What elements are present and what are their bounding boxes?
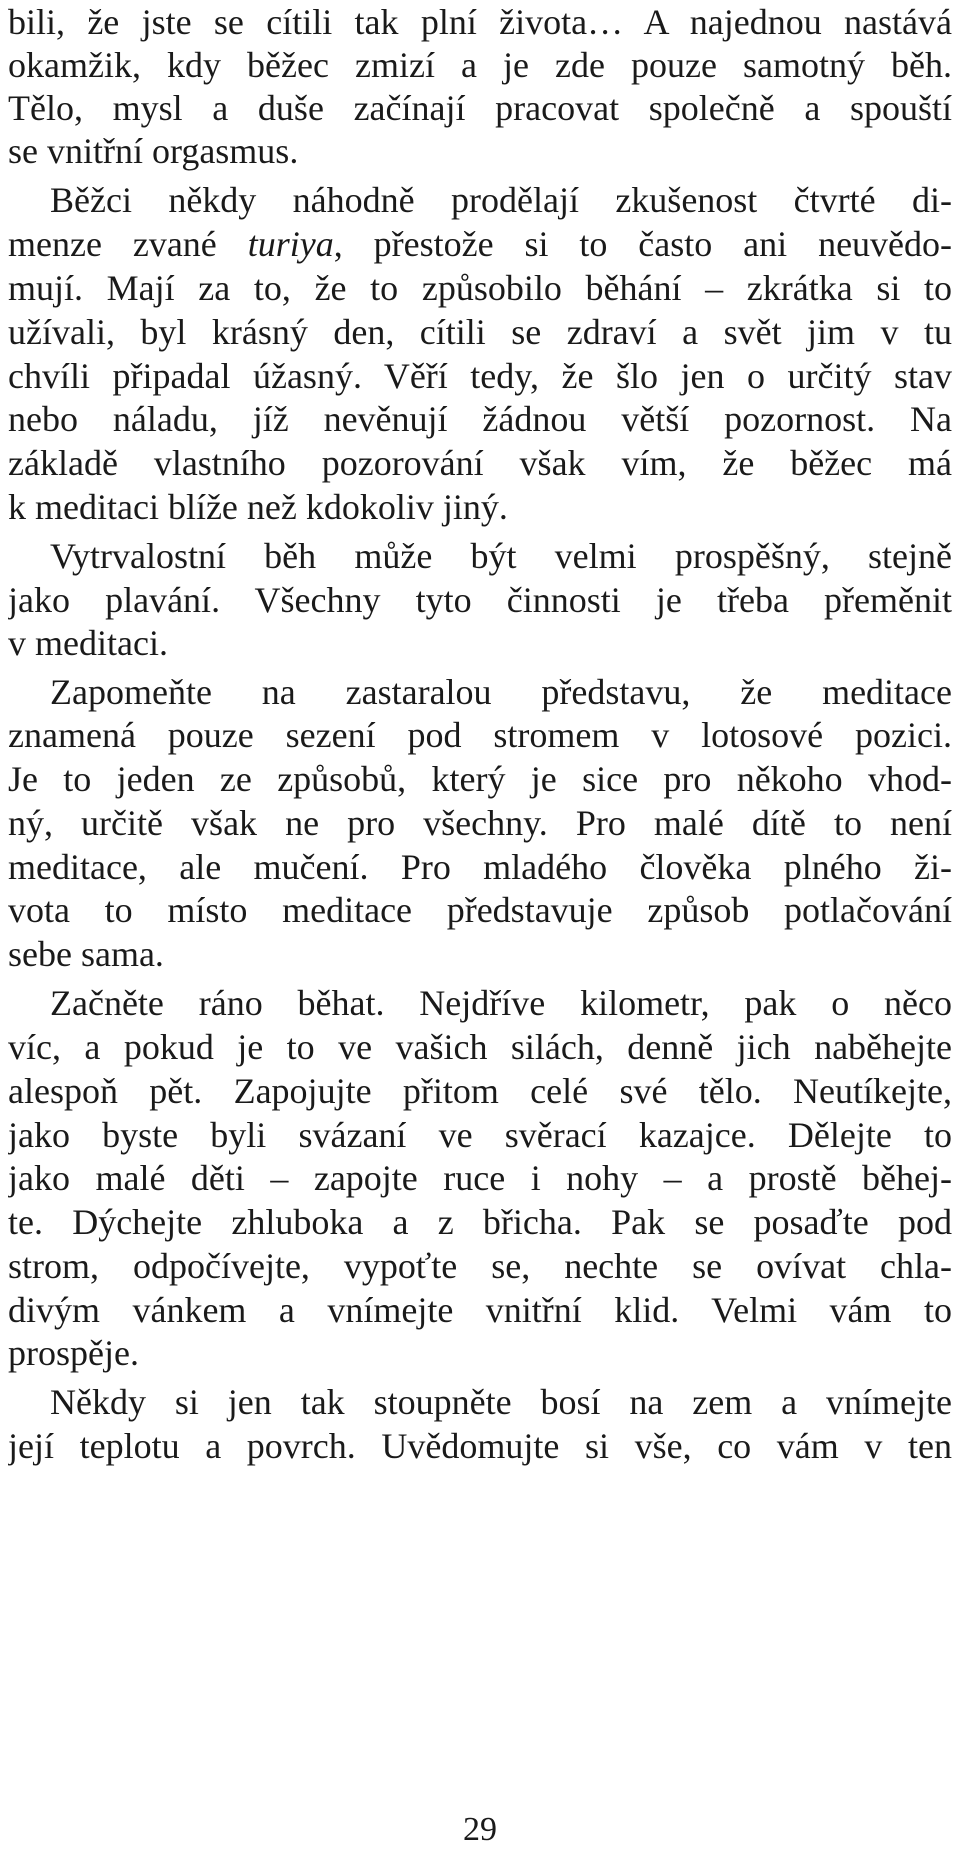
text-line: chvíli připadal úžasný. Věří tedy, že šlo jen o určitý stav: [8, 356, 952, 396]
text-line: se vnitřní orgasmus.: [8, 131, 299, 171]
text-line: Je to jeden ze způsobů, který je sice pro někoho vhod-: [8, 759, 952, 799]
text-line: jako malé děti – zapojte ruce i nohy – a prostě běhej-: [8, 1158, 952, 1198]
text-line: užívali, byl krásný den, cítili se zdraví a svět jim v tu: [8, 312, 952, 352]
text-line: víc, a pokud je to ve vašich silách, denně jich naběhejte: [8, 1027, 952, 1067]
text-line: meditace, ale mučení. Pro mladého člověka plného ži-: [8, 847, 952, 887]
text-line: alespoň pět. Zapojujte přitom celé své tělo. Neutíkejte,: [8, 1071, 952, 1111]
text-line: strom, odpočívejte, vypoťte se, nechte se ovívat chla-: [8, 1246, 952, 1286]
text-line: v meditaci.: [8, 623, 168, 663]
text-line: Někdy si jen tak stoupněte bosí na zem a vnímejte: [50, 1382, 952, 1422]
italic-term: turiya: [247, 224, 334, 264]
text-line: te. Dýchejte zhluboka a z břicha. Pak se posaďte pod: [8, 1202, 952, 1242]
line-segment: , přestože si to často ani neuvědo-: [333, 224, 952, 264]
text-line: Běžci někdy náhodně prodělají zkušenost čtvrté di-: [50, 180, 952, 220]
text-line: Tělo, mysl a duše začínají pracovat společně a spouští: [8, 88, 952, 128]
text-line: divým vánkem a vnímejte vnitřní klid. Velmi vám to: [8, 1290, 952, 1330]
text-line: mují. Mají za to, že to způsobilo běhání – zkrátka si to: [8, 268, 952, 308]
text-line: znamená pouze sezení pod stromem v lotosové pozici.: [8, 715, 952, 755]
text-line: její teplotu a povrch. Uvědomujte si vše, co vám v ten: [8, 1426, 952, 1466]
text-line: prospěje.: [8, 1333, 139, 1373]
text-line: základě vlastního pozorování však vím, že běžec má: [8, 443, 952, 483]
text-line: Začněte ráno běhat. Nejdříve kilometr, pak o něco: [50, 983, 952, 1023]
text-line: k meditaci blíže než kdokoliv jiný.: [8, 487, 508, 527]
text-line: Vytrvalostní běh může být velmi prospěšný, stejně: [50, 536, 952, 576]
text-line: nebo náladu, jíž nevěnují žádnou větší pozornost. Na: [8, 399, 952, 439]
line-segment: menze zvané: [8, 224, 248, 264]
text-line: jako byste byli svázaní ve svěrací kazajce. Dělejte to: [8, 1115, 952, 1155]
text-line: vota to místo meditace představuje způsob potlačování: [8, 890, 952, 930]
text-line: Zapomeňte na zastaralou představu, že meditace: [50, 672, 952, 712]
text-line: [8, 224, 952, 268]
text-line: jako plavání. Všechny tyto činnosti je třeba přeměnit: [8, 580, 952, 620]
text-line: ný, určitě však ne pro všechny. Pro malé dítě to není: [8, 803, 952, 843]
text-line: bili, že jste se cítili tak plní života… A najednou nastává: [8, 2, 952, 42]
text-line: sebe sama.: [8, 934, 164, 974]
text-line: okamžik, kdy běžec zmizí a je zde pouze samotný běh.: [8, 45, 952, 85]
page-number: 29: [463, 1811, 497, 1848]
